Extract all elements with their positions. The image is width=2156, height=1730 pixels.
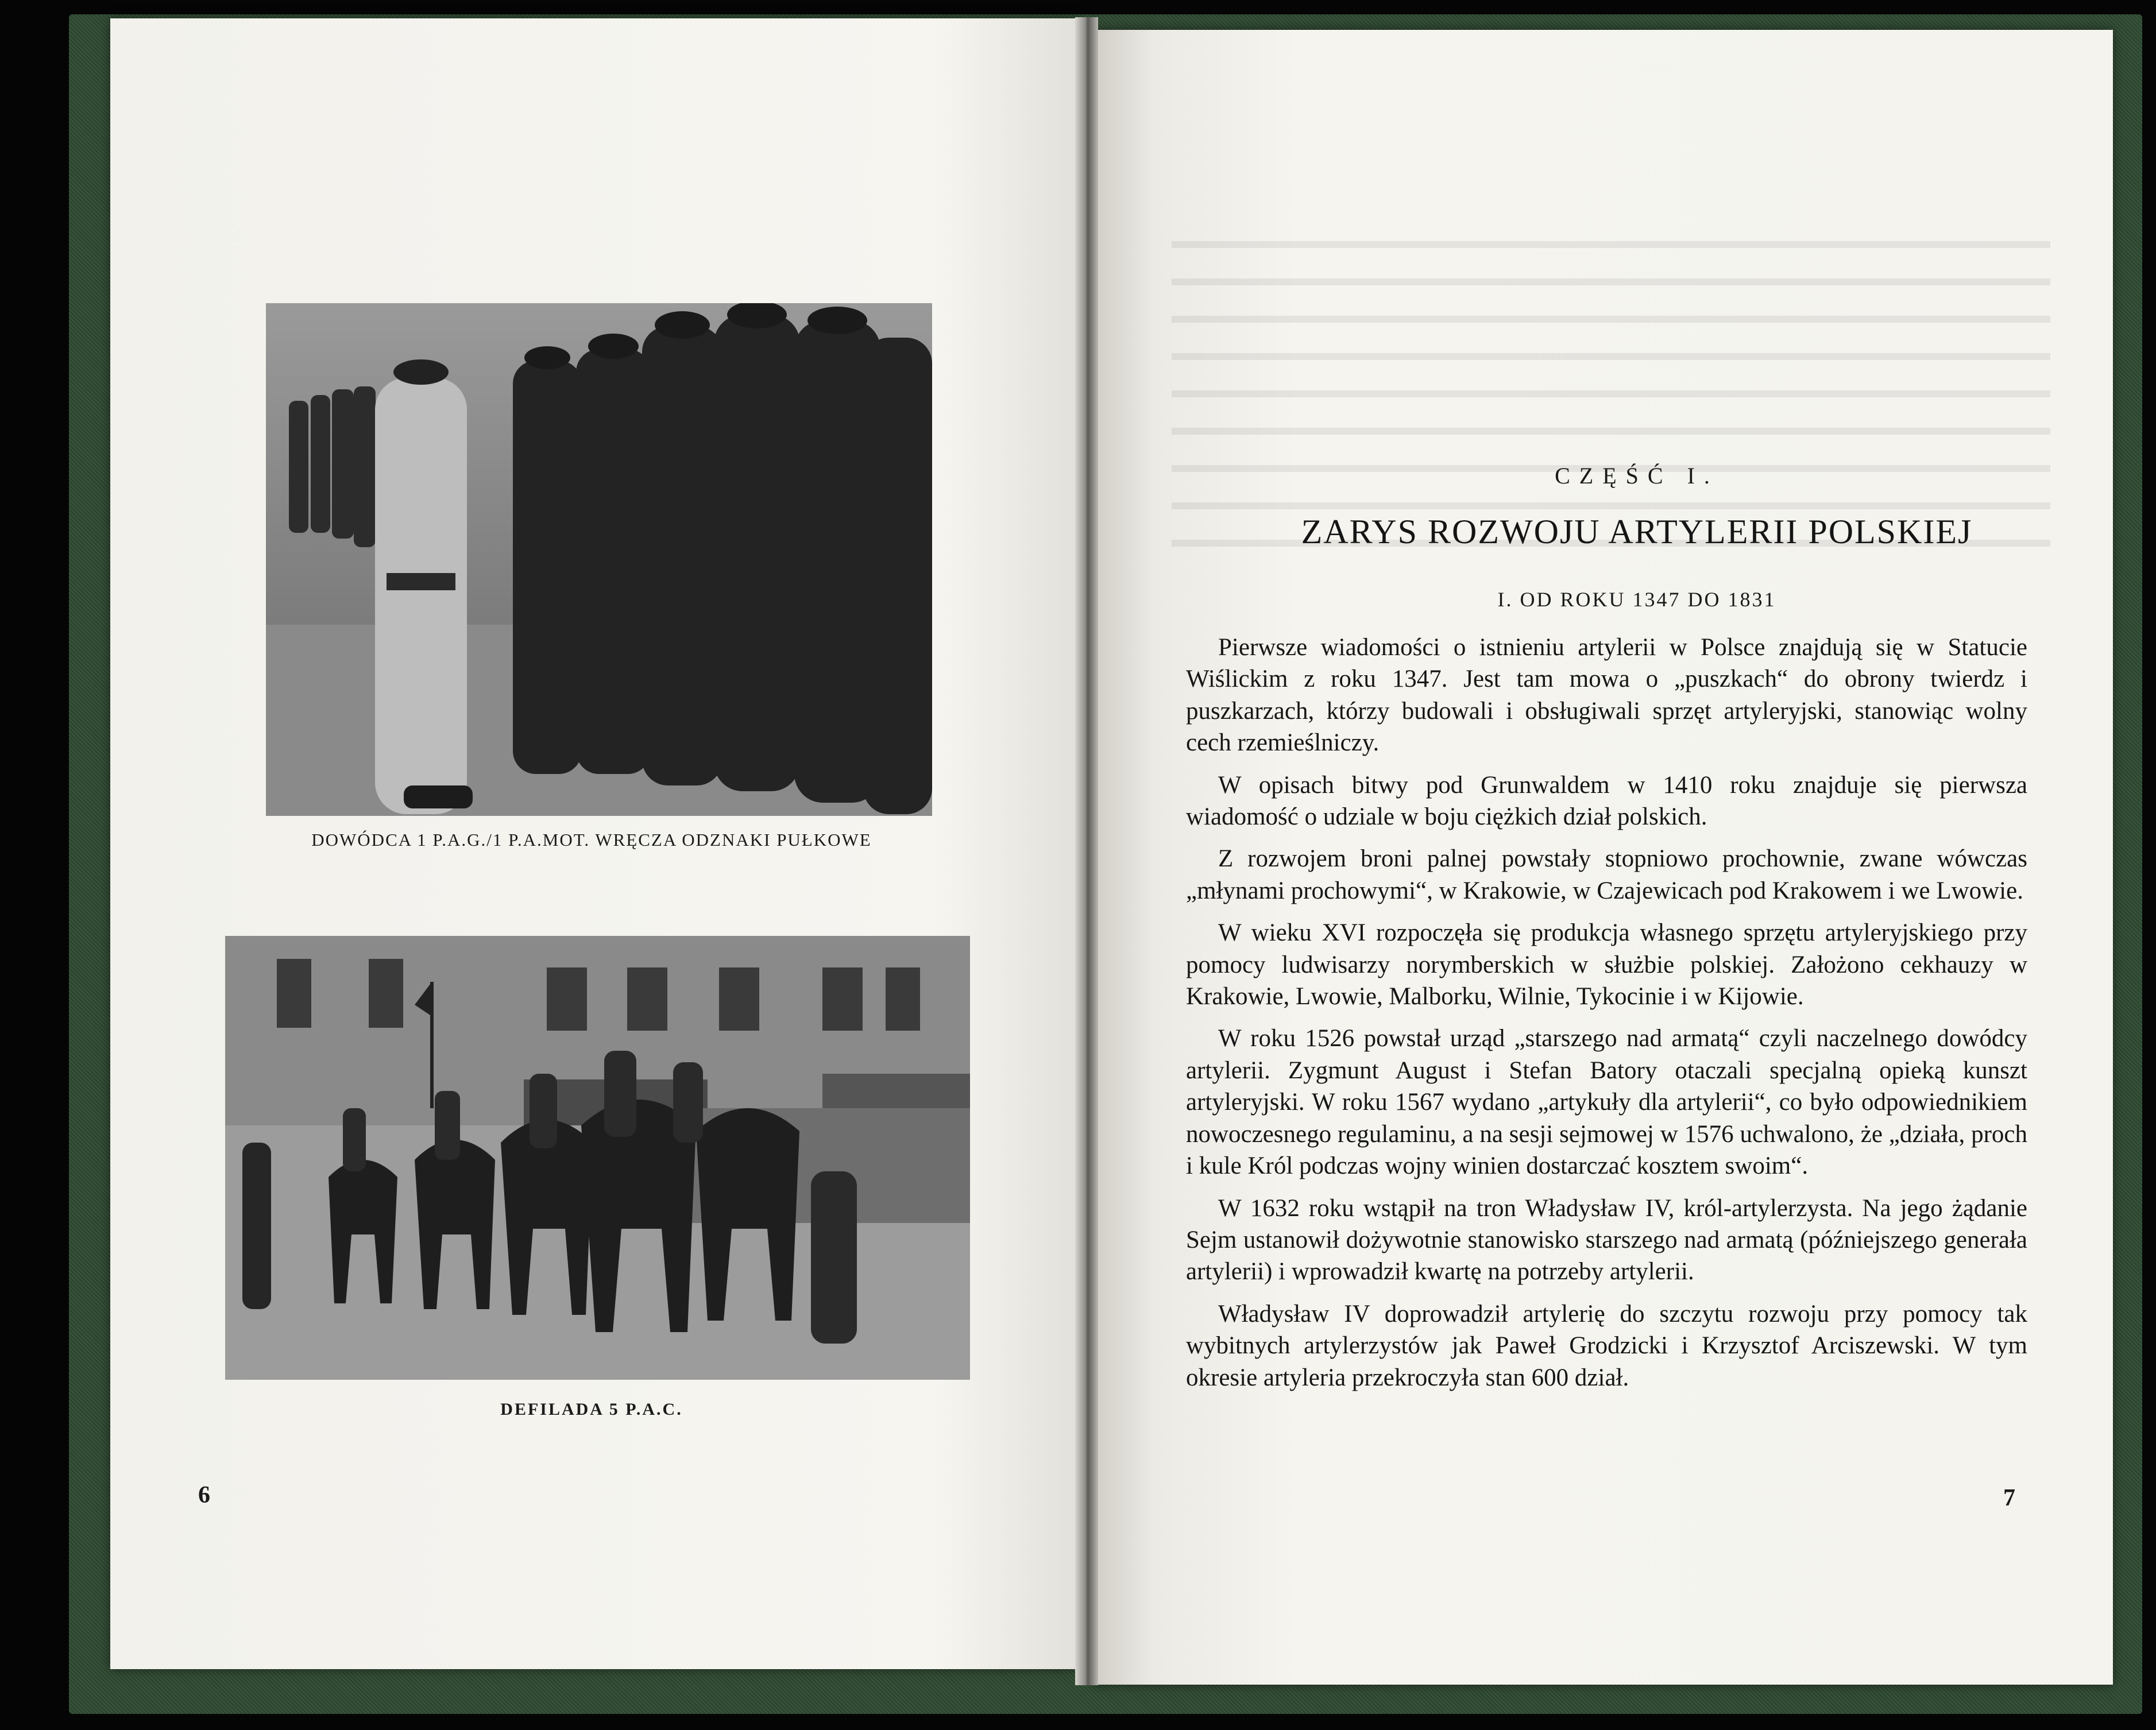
chapter-title: ZARYS ROZWOJU ARTYLERII POLSKIEJ	[1301, 513, 1973, 551]
part-label: CZĘŚĆ I.	[1555, 463, 1719, 489]
photo1-caption: DOWÓDCA 1 P.A.G./1 P.A.MOT. WRĘCZA ODZNAKI PUŁKOWE	[311, 830, 872, 850]
section-heading: I. OD ROKU 1347 DO 1831	[1497, 588, 1776, 611]
paragraph: W wieku XVI rozpoczęła się produkcja własnego sprzętu artyleryjskiego przy pomocy ludwisarzy norymberskich w służbie polskiej. Założono cekhauzy w Krakowie, Lwowie, Malborku, Wilnie, Tykocinie i w Kijowie.	[1186, 919, 2027, 1011]
body-text	[1186, 632, 2027, 1404]
page-number-right: 7	[2003, 1485, 2015, 1511]
page-number-left: 6	[198, 1482, 210, 1508]
paragraph: Władysław IV doprowadził artylerię do szczytu rozwoju przy pomocy tak wybitnych artylerzystów jak Paweł Grodzicki i Krzysztof Arciszewski. W tym okresie artyleria przekroczyła stan 600 dział.	[1186, 1300, 2027, 1391]
photo-parade	[225, 936, 970, 1380]
book-gutter	[1075, 17, 1098, 1685]
photo2-caption: DEFILADA 5 P.A.C.	[500, 1400, 683, 1419]
paragraph: W roku 1526 powstał urząd „starszego nad armatą“ czyli naczelnego dowódcy artylerii. Zygmunt August i Stefan Batory otaczali specjalną opieką kunszt artyleryjski. W roku 1567 wydano „artykuły dla artylerii“, co było odpowiednikiem nowoczesnego regulaminu, a na sesji sejmowej w 1576 uchwalono, że „działa, proch i kule Król podczas wojny winien dostarczać kosztem swoim“.	[1186, 1025, 2027, 1180]
paragraph: W opisach bitwy pod Grunwaldem w 1410 roku znajduje się pierwsza wiadomość o udziale w boju ciężkich dział polskich.	[1186, 771, 2027, 831]
paragraph: W 1632 roku wstąpił na tron Władysław IV, król-artylerzysta. Na jego żądanie Sejm ustanowił dożywotnie stanowisko starszego nad armatą (późniejszego generała artylerii) i wprowadził kwartę na potrzeby artylerii.	[1186, 1194, 2027, 1286]
photo-badge-ceremony	[266, 303, 932, 816]
paragraph: Z rozwojem broni palnej powstały stopniowo prochownie, zwane wówczas „młynami prochowymi“, w Krakowie, w Czajewicach pod Krakowem i we Lwowie.	[1186, 845, 2027, 904]
paragraph: Pierwsze wiadomości o istnieniu artylerii w Polsce znajdują się w Statucie Wiślickim z roku 1347. Jest tam mowa o „puszkach“ do obrony twierdz i puszkarzach, którzy budowali i obsługiwali sprzęt artyleryjski, stanowiąc wolny cech rzemieślniczy.	[1186, 634, 2027, 757]
